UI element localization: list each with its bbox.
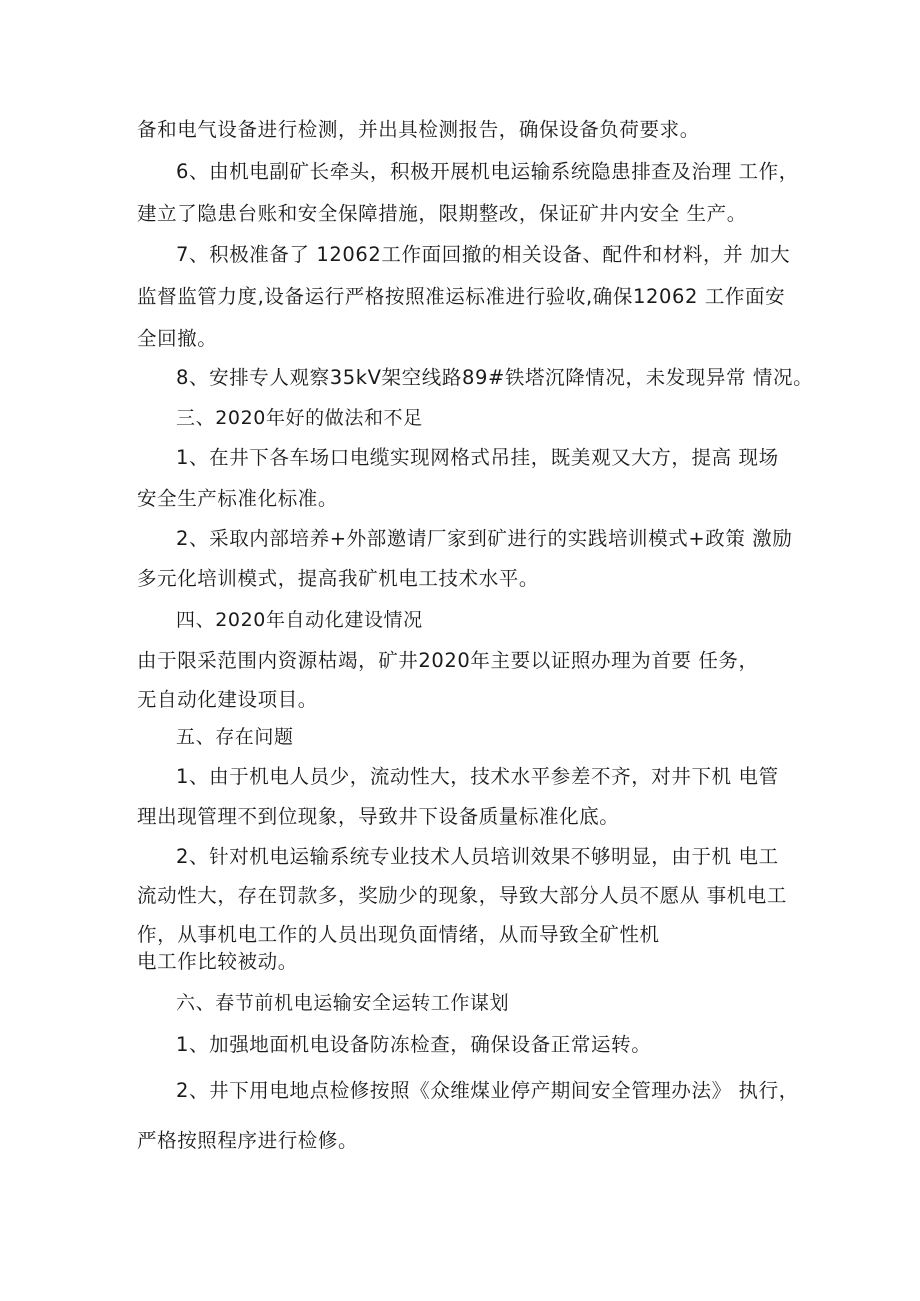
section-heading: 三、2020年好的做法和不足: [176, 407, 423, 429]
section-heading: 六、春节前机电运输安全运转工作谋划: [176, 992, 510, 1014]
text-line: 流动性大，存在罚款多，奖励少的现象，导致大部分人员不愿从 事机电工: [137, 884, 787, 907]
text-line: 全回撤。: [137, 327, 218, 350]
text-line: 作，从事机电工作的人员出现负面情绪，从而导致全矿性机: [137, 923, 660, 946]
section-heading: 四、2020年自动化建设情况: [176, 609, 423, 631]
text-line: 电工作比较被动。: [137, 950, 298, 973]
text-line: 严格按照程序进行检修。: [137, 1129, 359, 1152]
text-line: 2、井下用电地点检修按照《众维煤业停产期间安全管理办法》 执行，: [176, 1079, 799, 1102]
text-line: 多元化培训模式，提高我矿机电工技术水平。: [137, 567, 540, 590]
text-line: 6、由机电副矿长牵头，积极开展机电运输系统隐患排查及治理 工作，: [176, 160, 799, 183]
text-line: 7、积极准备了 12062工作面回撤的相关设备、配件和材料，并 加大: [176, 243, 791, 266]
text-line: 2、针对机电运输系统专业技术人员培训效果不够明显，由于机 电工: [176, 845, 779, 868]
text-line: 安全生产标准化标准。: [137, 487, 339, 510]
section-heading: 五、存在问题: [176, 726, 294, 748]
text-line: 监督监管力度,设备运行严格按照准运标准进行验收,确保12062 工作面安: [137, 285, 786, 308]
text-line: 备和电气设备进行检测，并出具检测报告，确保设备负荷要求。: [137, 118, 700, 141]
text-line: 理出现管理不到位现象，导致井下设备质量标准化底。: [137, 805, 620, 828]
text-line: 由于限采范围内资源枯竭，矿井2020年主要以证照办理为首要 任务，: [137, 649, 759, 672]
text-line: 8、安排专人观察35kV架空线路89#铁塔沉降情况，未发现异常 情况。: [176, 366, 814, 389]
text-line: 无自动化建设项目。: [137, 688, 318, 711]
text-line: 1、加强地面机电设备防冻检查，确保设备正常运转。: [176, 1033, 652, 1056]
text-line: 1、由于机电人员少，流动性大，技术水平参差不齐，对井下机 电管: [176, 765, 779, 788]
text-line: 1、在井下各车场口电缆实现网格式吊挂，既美观又大方，提高 现场: [176, 446, 779, 469]
text-line: 建立了隐患台账和安全保障措施，限期整改，保证矿井内安全 生产。: [137, 202, 747, 225]
text-line: 2、采取内部培养+外部邀请厂家到矿进行的实践培训模式+政策 激励: [176, 527, 793, 550]
